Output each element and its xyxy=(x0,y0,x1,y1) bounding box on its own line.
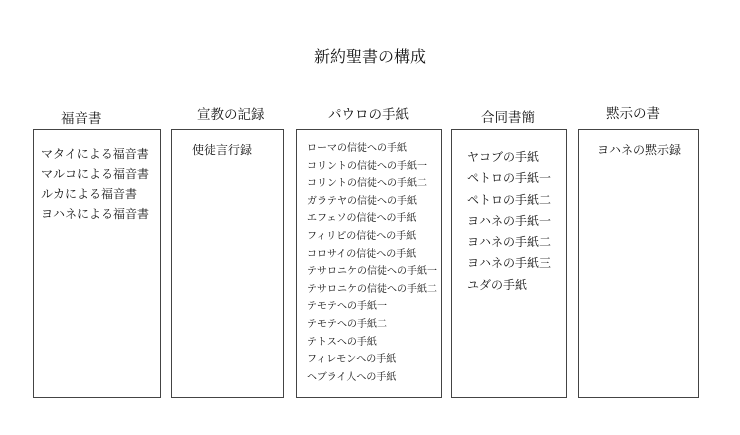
book-item: フィレモンへの手紙 xyxy=(307,354,397,366)
book-item: マルコによる福音書 xyxy=(41,167,150,181)
book-item: テサロニケの信徒への手紙一 xyxy=(307,266,437,278)
book-item: テサロニケの信徒への手紙二 xyxy=(307,283,437,295)
book-item: ヨハネによる福音書 xyxy=(41,207,150,221)
book-item: ヨハネの黙示録 xyxy=(597,143,682,157)
book-item: テモテへの手紙二 xyxy=(307,318,387,330)
category-box-general xyxy=(451,129,567,398)
category-box-gospels xyxy=(33,129,161,398)
category-box-acts xyxy=(171,129,284,398)
category-heading-acts: 宣教の記録 xyxy=(197,107,265,123)
book-item: ガラテヤの信徒への手紙 xyxy=(307,195,417,207)
book-item: コリントの信徒への手紙一 xyxy=(307,160,427,172)
book-item: テモテへの手紙一 xyxy=(307,301,387,313)
book-item: ヨハネの手紙一 xyxy=(467,213,552,228)
book-item: コリントの信徒への手紙二 xyxy=(307,178,427,190)
category-heading-general: 合同書簡 xyxy=(481,110,535,126)
book-item: コロサイの信徒への手紙 xyxy=(307,248,417,260)
book-item: ヨハネの手紙二 xyxy=(467,235,552,250)
book-item: ローマの信徒への手紙 xyxy=(307,143,407,154)
book-item: エフェソの信徒への手紙 xyxy=(307,213,417,225)
diagram-title: 新約聖書の構成 xyxy=(313,47,426,66)
book-item: ルカによる福音書 xyxy=(41,187,138,201)
category-heading-revelation: 黙示の書 xyxy=(606,106,660,122)
book-item: マタイによる福音書 xyxy=(41,147,149,161)
book-item: ペトロの手紙二 xyxy=(467,192,552,207)
book-item: テトスへの手紙 xyxy=(307,336,377,348)
book-item: 使徒言行録 xyxy=(192,143,253,157)
category-box-pauline xyxy=(296,129,442,398)
book-item: ヤコブの手紙 xyxy=(467,150,540,164)
book-item: ユダの手紙 xyxy=(467,277,528,292)
category-box-revelation xyxy=(578,129,699,398)
book-item: ペトロの手紙一 xyxy=(467,171,552,186)
book-item: ヘブライ人への手紙 xyxy=(307,371,397,383)
book-item: ヨハネの手紙三 xyxy=(467,256,552,271)
book-item: フィリピの信徒への手紙 xyxy=(307,230,417,242)
category-heading-pauline: パウロの手紙 xyxy=(328,107,409,123)
category-heading-gospels: 福音書 xyxy=(61,111,102,127)
